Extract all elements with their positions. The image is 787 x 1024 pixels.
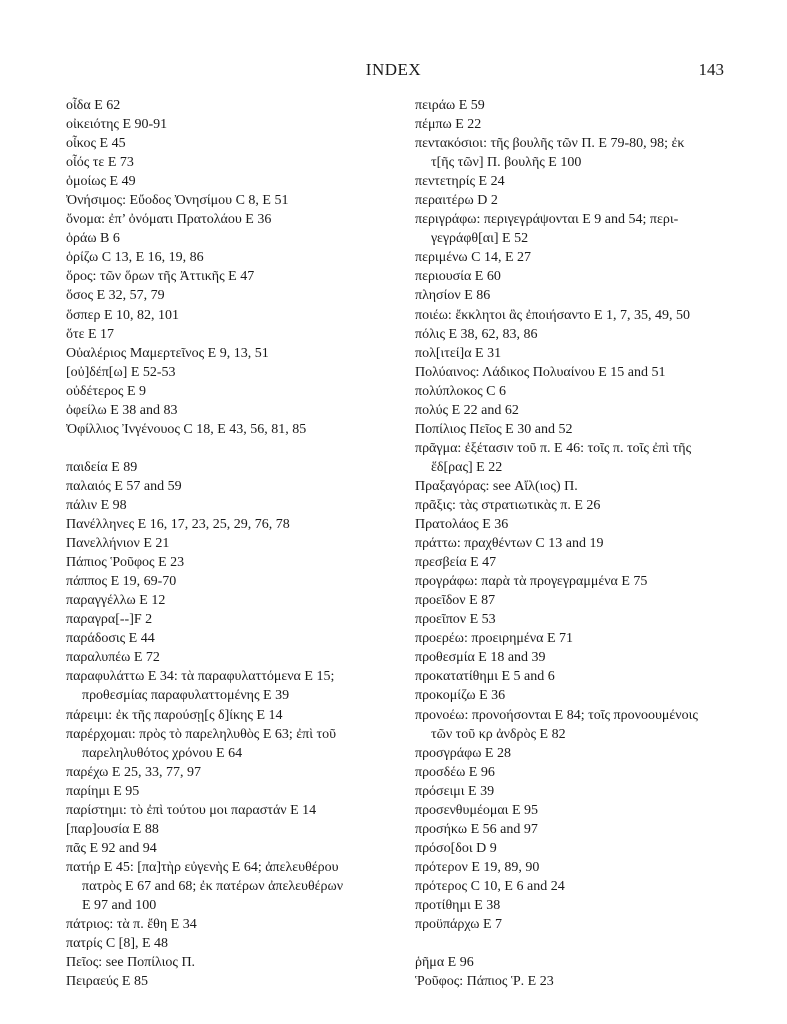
- index-entry: Πρατολάος E 36: [415, 517, 509, 533]
- index-entry: παραγγέλλω E 12: [66, 593, 166, 609]
- index-entry: περιμένω C 14, E 27: [415, 250, 532, 266]
- index-entry: Ποπίλιος Πεῖος E 30 and 52: [415, 421, 573, 437]
- index-entry: πρόσειμι E 39: [415, 783, 495, 799]
- index-entry: ὁρίζω C 13, E 16, 19, 86: [66, 250, 204, 266]
- index-entry-continuation: τῶν τοῦ κρ ἀνδρὸς E 82: [431, 726, 566, 742]
- index-entry: Πολύαινος: Λάδικος Πολυαίνου E 15 and 51: [415, 364, 666, 380]
- index-entry: πειράω E 59: [415, 98, 485, 113]
- index-entry: προεῖδον E 87: [415, 593, 496, 609]
- index-entry: ὅρος: τῶν ὅρων τῆς Ἀττικῆς E 47: [66, 269, 255, 285]
- index-entry: ὄνομα: ἐπ’ ὀνόματι Πρατολάου E 36: [66, 212, 272, 228]
- index-entry: πρᾶγμα: ἐξέτασιν τοῦ π. E 46: τοῖς π. τοῖς ἐπὶ τῆς: [415, 440, 692, 456]
- section-gap: [415, 934, 727, 953]
- index-entry: Πάπιος Ῥοῦφος E 23: [66, 555, 185, 571]
- index-entry: πράττω: πραχθέντων C 13 and 19: [415, 536, 604, 552]
- index-entry: πολύπλοκος C 6: [415, 383, 507, 399]
- index-entry-continuation: ἕδ[ρας] E 22: [431, 459, 503, 475]
- index-entry: προκατατίθημι E 5 and 6: [415, 669, 555, 685]
- index-entry: πόλις E 38, 62, 83, 86: [415, 326, 538, 342]
- index-entry: παλαιός E 57 and 59: [66, 478, 182, 494]
- index-entry: προτίθημι E 38: [415, 897, 501, 913]
- index-entry: περιγράφω: περιγεγράψονται E 9 and 54; περι-: [415, 212, 679, 228]
- index-entry: πατρίς C [8], E 48: [66, 936, 169, 952]
- index-entry: Πραξαγόρας: see Αἴλ(ιος) Π.: [415, 478, 578, 494]
- index-entry: προσήκω E 56 and 97: [415, 821, 538, 837]
- index-entry: πάτριος: τὰ π. ἔθη E 34: [66, 917, 197, 933]
- index-entry: παράδοσις E 44: [66, 631, 155, 647]
- index-entry: πολ[ιτεί]α E 31: [415, 345, 502, 361]
- index-entry: πλησίον E 86: [415, 288, 491, 304]
- index-entry: ὅσος E 32, 57, 79: [66, 288, 165, 304]
- index-entry: οἶκος E 45: [66, 136, 126, 152]
- index-entry: πᾶς E 92 and 94: [66, 840, 157, 856]
- index-entry: προεῖπον E 53: [415, 612, 496, 628]
- index-entry: παρέχω E 25, 33, 77, 97: [66, 764, 201, 780]
- index-entry: Ῥοῦφος: Πάπιος Ῥ. E 23: [415, 974, 554, 990]
- index-entry: προσγράφω E 28: [415, 745, 511, 761]
- index-entry: περαιτέρω D 2: [415, 193, 498, 209]
- index-entry: παρίστημι: τὸ ἐπὶ τούτου μοι παραστάν E 14: [66, 802, 317, 818]
- index-entry: προϋπάρχω E 7: [415, 917, 503, 933]
- index-entry: πρότερος C 10, E 6 and 24: [415, 878, 565, 894]
- index-entry: ὅτε E 17: [66, 326, 115, 342]
- index-entry: πάππος E 19, 69-70: [66, 574, 177, 590]
- page-title: INDEX: [365, 60, 422, 79]
- index-entry: ὁράω B 6: [66, 231, 120, 247]
- index-entry: πέμπω E 22: [415, 117, 482, 133]
- index-entry-continuation: παρεληλυθότος χρόνου E 64: [82, 745, 243, 761]
- index-entry: παραφυλάττω E 34: τὰ παραφυλαττόμενα E 15;: [66, 669, 335, 685]
- index-entry: πρότερον E 19, 89, 90: [415, 859, 540, 875]
- index-entry: προερέω: προειρημένα E 71: [415, 631, 574, 647]
- index-entry: προσδέω E 96: [415, 764, 495, 780]
- index-entry-continuation: E 97 and 100: [82, 897, 157, 913]
- index-entry: Ὀφίλλιος Ἰνγένουος C 18, E 43, 56, 81, 85: [66, 421, 307, 437]
- index-entry: ὅσπερ E 10, 82, 101: [66, 307, 180, 323]
- index-entry: προσενθυμέομαι E 95: [415, 802, 538, 818]
- page-number: 143: [698, 60, 724, 79]
- index-entry-continuation: προθεσμίας παραφυλαττομένης E 39: [82, 688, 290, 704]
- index-entry: οὐδέτερος E 9: [66, 383, 146, 399]
- index-entry: περιουσία E 60: [415, 269, 501, 285]
- index-entry-continuation: γεγράφθ[αι] E 52: [431, 231, 529, 247]
- index-entry: ὀφείλω E 38 and 83: [66, 402, 178, 418]
- index-entry: Πανέλληνες E 16, 17, 23, 25, 29, 76, 78: [66, 517, 290, 533]
- index-entry: ὁμοίως E 49: [66, 174, 136, 190]
- index-entry-continuation: πατρὸς E 67 and 68; ἐκ πατέρων ἀπελευθέρων: [82, 878, 344, 894]
- index-entry: Πανελλήνιον E 21: [66, 536, 170, 552]
- index-entry: πρᾶξις: τὰς στρατιωτικὰς π. E 26: [415, 497, 601, 513]
- index-entry: προκομίζω E 36: [415, 688, 506, 704]
- index-entry: πατήρ E 45: [πα]τὴρ εὐγενὴς E 64; ἀπελευθέρου: [66, 859, 339, 875]
- index-entry: ῥῆμα E 96: [415, 955, 474, 971]
- index-column-left: [66, 96, 401, 991]
- index-entry: προνοέω: προνοήσονται E 84; τοῖς προνοουμένοις: [415, 707, 698, 723]
- index-entry: πεντακόσιοι: τῆς βουλῆς τῶν Π. E 79-80, 98; ἐκ: [415, 136, 685, 152]
- index-entry: πεντετηρίς E 24: [415, 174, 505, 190]
- index-entry: ποιέω: ἔκκλητοι ἃς ἐποιήσαντο E 1, 7, 35, 49, 50: [415, 307, 690, 323]
- index-entry: Οὐαλέριος Μαμερτεῖνος E 9, 13, 51: [66, 345, 269, 361]
- index-entry: [οὐ]δέπ[ω] E 52-53: [66, 364, 176, 380]
- index-entry: πολύς E 22 and 62: [415, 402, 519, 418]
- index-entry: πρόσο[δοι D 9: [415, 840, 497, 856]
- index-entry: παραγρα[--]F 2: [66, 612, 153, 628]
- index-entry: προγράφω: παρὰ τὰ προγεγραμμένα E 75: [415, 574, 648, 590]
- index-entry-continuation: τ[ῆς τῶν] Π. βουλῆς E 100: [431, 155, 582, 171]
- index-entry: πάρειμι: ἐκ τῆς παρούσῃ[ς δ]ίκης E 14: [66, 707, 283, 723]
- index-entry: παρέρχομαι: πρὸς τὸ παρεληλυθὸς E 63; ἐπὶ τοῦ: [66, 726, 337, 742]
- index-entry: Πειραεύς E 85: [66, 974, 148, 990]
- index-entry: Ὀνήσιμος: Εὔοδος Ὀνησίμου C 8, E 51: [66, 193, 289, 209]
- index-entry: πρεσβεία E 47: [415, 555, 497, 571]
- index-entry: παραλυπέω E 72: [66, 650, 160, 666]
- index-entry: παιδεία E 89: [66, 459, 138, 475]
- index-entry: οἰκειότης E 90-91: [66, 117, 168, 133]
- index-entry: παρίημι E 95: [66, 783, 140, 799]
- index-entry: [παρ]ουσία E 88: [66, 821, 159, 837]
- index-entry: πάλιν E 98: [66, 497, 127, 513]
- index-entry: οἷός τε E 73: [66, 155, 134, 171]
- index-entry: Πεῖος: see Ποπίλιος Π.: [66, 955, 196, 971]
- index-column-right: [415, 96, 727, 991]
- index-entry: οἶδα E 62: [66, 98, 121, 113]
- section-gap: [66, 439, 401, 458]
- index-entry: προθεσμία E 18 and 39: [415, 650, 546, 666]
